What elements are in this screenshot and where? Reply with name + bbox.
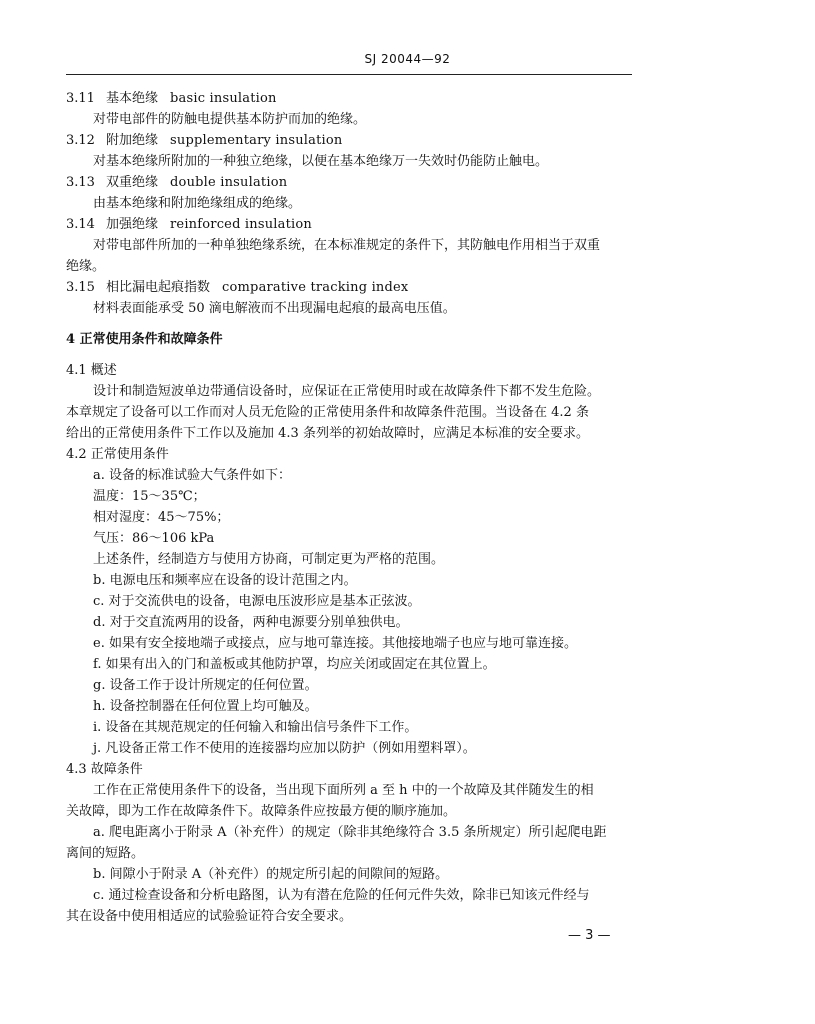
paragraph-line: 本章规定了设备可以工作而对人员无危险的正常使用条件和故障条件范围。当设备在 4.2 条	[66, 405, 589, 420]
term-en: basic insulation	[170, 91, 277, 106]
list-item: 相对湿度：45～75%；	[93, 510, 230, 525]
clause-number: 3.12	[66, 133, 95, 148]
paragraph-line: 设计和制造短波单边带通信设备时，应保证在正常使用时或在故障条件下都不发生危险。	[93, 384, 601, 399]
clause-number: 3.15	[66, 280, 95, 295]
definition-text: 对带电部件的防触电提供基本防护而加的绝缘。	[93, 112, 367, 127]
definition-text: 对带电部件所加的一种单独绝缘系统，在本标准规定的条件下，其防触电作用相当于双重	[93, 238, 601, 253]
definition-text: 对基本绝缘所附加的一种独立绝缘，以便在基本绝缘万一失效时仍能防止触电。	[93, 154, 549, 169]
document-header-code: SJ 20044—92	[364, 52, 451, 66]
clause-number: 3.11	[66, 91, 95, 106]
definition-3-15	[66, 277, 636, 298]
definition-text: 材料表面能承受 50 滴电解液而不出现漏电起痕的最高电压值。	[93, 301, 456, 316]
term-en: double insulation	[170, 175, 288, 190]
list-item: e. 如果有安全接地端子或接点，应与地可靠连接。其他接地端子也应与地可靠连接。	[93, 636, 577, 651]
paragraph-line: 离间的短路。	[66, 846, 145, 861]
paragraph-line: b. 间隙小于附录 A（补充件）的规定所引起的间隙间的短路。	[93, 867, 449, 882]
list-item: 上述条件，经制造方与使用方协商，可制定更为严格的范围。	[93, 552, 445, 567]
list-item: b. 电源电压和频率应在设备的设计范围之内。	[93, 573, 357, 588]
list-item: a. 设备的标准试验大气条件如下：	[93, 468, 292, 483]
term-zh: 双重绝缘	[106, 175, 159, 190]
term-en: reinforced insulation	[170, 217, 312, 232]
definition-text: 绝缘。	[66, 259, 106, 274]
paragraph-line: a. 爬电距离小于附录 A（补充件）的规定（除非其绝缘符合 3.5 条所规定）所引起爬电距	[93, 825, 607, 840]
term-zh: 相比漏电起痕指数	[106, 280, 211, 295]
list-item: c. 对于交流供电的设备，电源电压波形应是基本正弦波。	[93, 594, 421, 609]
list-item: 温度：15～35℃；	[93, 489, 206, 504]
term-zh: 加强绝缘	[106, 217, 159, 232]
list-item: i. 设备在其规范规定的任何输入和输出信号条件下工作。	[93, 720, 418, 735]
list-item: d. 对于交直流两用的设备，两种电源要分别单独供电。	[93, 615, 409, 630]
clause-number: 3.13	[66, 175, 95, 190]
list-item: 气压：86～106 kPa	[93, 531, 215, 546]
header-divider	[66, 74, 632, 75]
term-en: comparative tracking index	[222, 280, 409, 295]
definition-3-13	[66, 172, 636, 193]
clause-number: 3.14	[66, 217, 95, 232]
list-item: j. 凡设备正常工作不使用的连接器均应加以防护（例如用塑料罩）。	[93, 741, 476, 756]
definition-3-14	[66, 214, 636, 235]
paragraph-line: 其在设备中使用相适应的试验验证符合安全要求。	[66, 909, 353, 924]
section-4-1-title: 4.1 概述	[66, 363, 117, 378]
paragraph-line: c. 通过检查设备和分析电路图，认为有潜在危险的任何元件失效，除非已知该元件经与	[93, 888, 590, 903]
page-number: — 3 —	[568, 928, 611, 943]
page-body	[66, 88, 636, 927]
list-item: f. 如果有出入的门和盖板或其他防护罩，均应关闭或固定在其位置上。	[93, 657, 496, 672]
section-4-3-title: 4.3 故障条件	[66, 762, 143, 777]
definition-text: 由基本绝缘和附加绝缘组成的绝缘。	[93, 196, 302, 211]
paragraph-line: 给出的正常使用条件下工作以及施加 4.3 条列举的初始故障时，应满足本标准的安全要求。	[66, 426, 589, 441]
term-en: supplementary insulation	[170, 133, 343, 148]
definition-3-11	[66, 88, 636, 109]
section-4-title: 4 正常使用条件和故障条件	[66, 332, 223, 347]
section-4-2-title: 4.2 正常使用条件	[66, 447, 169, 462]
list-item: g. 设备工作于设计所规定的任何位置。	[93, 678, 318, 693]
definition-3-12	[66, 130, 636, 151]
paragraph-line: 工作在正常使用条件下的设备，当出现下面所列 a 至 h 中的一个故障及其伴随发生的相	[93, 783, 594, 798]
paragraph-line: 关故障，即为工作在故障条件下。故障条件应按最方便的顺序施加。	[66, 804, 457, 819]
term-zh: 基本绝缘	[106, 91, 159, 106]
term-zh: 附加绝缘	[106, 133, 159, 148]
list-item: h. 设备控制器在任何位置上均可触及。	[93, 699, 318, 714]
